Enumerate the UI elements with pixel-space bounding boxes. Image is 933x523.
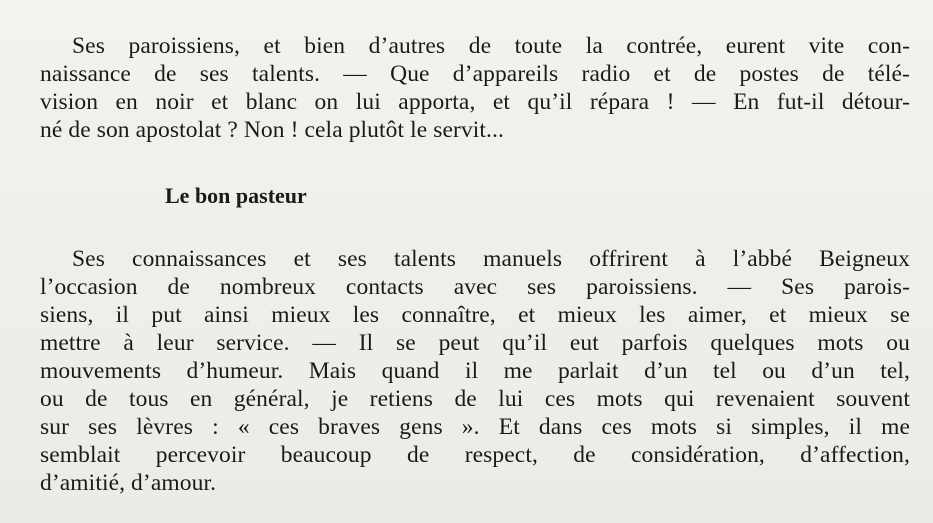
paragraph-2-line-3: siens, il put ainsi mieux les connaître, et mieux les aimer, et mieux se [40,302,910,328]
paragraph-2-line-8: semblait percevoir beaucoup de respect, de considération, d’affection, [40,442,910,468]
paragraph-2-line-2: l’occasion de nombreux contacts avec ses paroissiens. — Ses parois- [40,274,910,300]
paragraph-2-line-4: mettre à leur service. — Il se peut qu’il eut parfois quelques mots ou [40,330,910,356]
section-heading: Le bon pasteur [165,183,307,208]
paragraph-1-line-2: naissance de ses talents. — Que d’appareils radio et de postes de télé- [40,61,910,87]
paragraph-1-line-3: vision en noir et blanc on lui apporta, et qu’il répara ! — En fut-il détour- [40,89,910,115]
paragraph-2-line-6: ou de tous en général, je retiens de lui ces mots qui revenaient souvent [40,386,910,412]
paragraph-2-line-9: d’amitié, d’amour. [40,470,217,496]
paragraph-1-line-4: né de son apostolat ? Non ! cela plutôt le servit... [40,117,504,143]
paragraph-2-line-7: sur ses lèvres : « ces braves gens ». Et dans ces mots si simples, il me [40,414,910,440]
paragraph-2-line-5: mouvements d’humeur. Mais quand il me parlait d’un tel ou d’un tel, [40,358,910,384]
paragraph-2-line-1: Ses connaissances et ses talents manuels offrirent à l’abbé Beigneux [72,246,910,272]
paragraph-1-line-1: Ses paroissiens, et bien d’autres de toute la contrée, eurent vite con- [72,33,910,59]
